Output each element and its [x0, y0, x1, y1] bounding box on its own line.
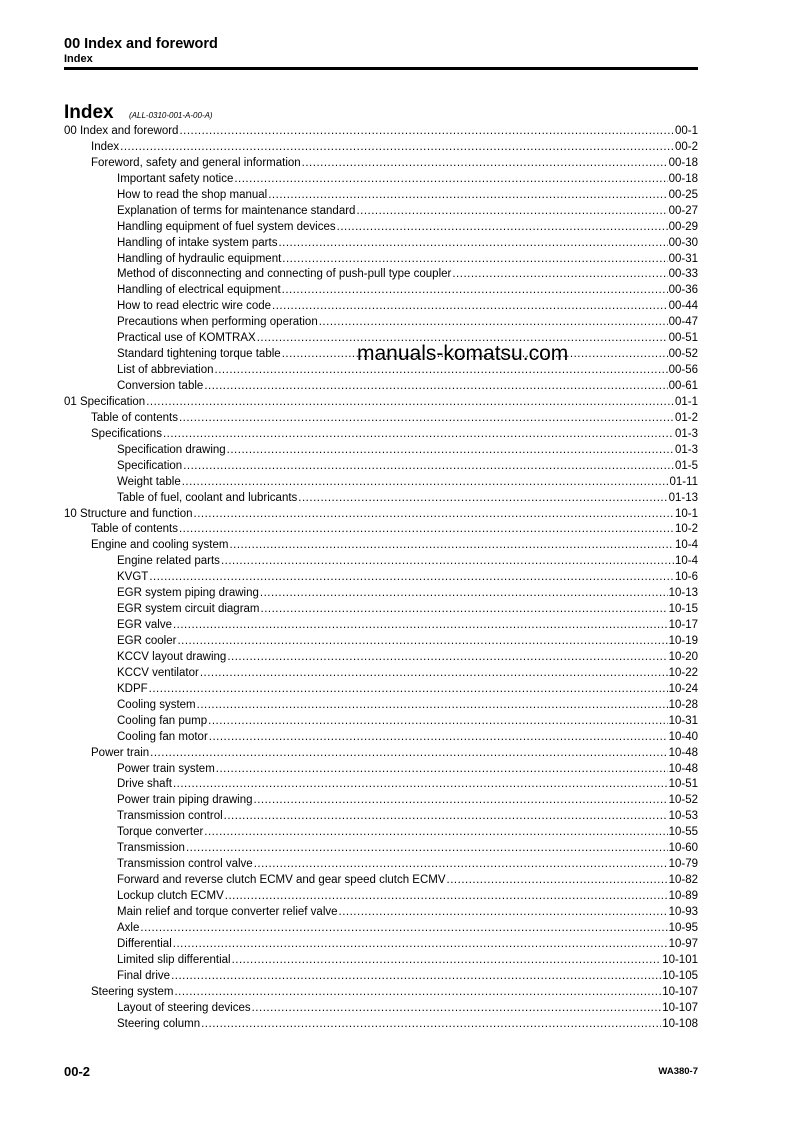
toc-entry[interactable]	[64, 507, 698, 523]
toc-entry-label: Explanation of terms for maintenance standard	[117, 204, 356, 217]
dot-leader	[319, 315, 668, 331]
toc-entry-page: 00-30	[668, 236, 698, 249]
dot-leader	[204, 825, 667, 841]
toc-entry[interactable]	[64, 825, 698, 841]
toc-entry-label: How to read the shop manual	[117, 188, 268, 201]
toc-entry[interactable]	[64, 857, 698, 873]
toc-entry[interactable]	[64, 602, 698, 618]
toc-entry-label: Conversion table	[117, 380, 204, 392]
dot-leader	[182, 475, 669, 491]
toc-entry-page: 10-17	[668, 619, 698, 632]
toc-entry-page: 00-25	[668, 188, 698, 201]
toc-entry-page: 10-101	[662, 953, 698, 966]
toc-entry-label: List of abbreviation	[117, 364, 214, 377]
toc-entry[interactable]	[64, 698, 698, 714]
dot-leader	[337, 220, 668, 236]
toc-entry[interactable]	[64, 459, 698, 475]
toc-entry-label: Engine and cooling system	[91, 539, 229, 552]
dot-leader	[221, 554, 674, 570]
dot-leader	[209, 730, 668, 746]
toc-entry[interactable]	[64, 714, 698, 730]
toc-entry[interactable]	[64, 1001, 698, 1017]
toc-entry-label: EGR cooler	[117, 635, 177, 647]
toc-entry[interactable]	[64, 937, 698, 953]
toc-entry[interactable]	[64, 554, 698, 570]
toc-entry-label: Engine related parts	[117, 555, 220, 568]
toc-entry-page: 00-31	[668, 252, 698, 265]
toc-entry[interactable]	[64, 299, 698, 315]
toc-entry[interactable]	[64, 1017, 698, 1033]
dot-leader	[339, 905, 668, 921]
dot-leader	[208, 714, 667, 730]
toc-entry-page: 01-13	[668, 491, 698, 504]
dot-leader	[234, 172, 667, 188]
toc-entry-label: Important safety notice	[117, 172, 234, 185]
toc-entry[interactable]	[64, 793, 698, 809]
dot-leader	[200, 666, 668, 682]
toc-entry-page: 10-108	[662, 1017, 698, 1030]
dot-leader	[149, 682, 668, 698]
toc-entry-label: KDPF	[117, 682, 148, 695]
dot-leader	[140, 921, 667, 937]
toc-entry-label: 00 Index and foreword	[64, 125, 179, 137]
toc-entry[interactable]	[64, 682, 698, 698]
toc-entry-label: Handling of intake system parts	[117, 236, 278, 249]
toc-entry-page: 10-40	[668, 730, 698, 743]
dot-leader	[261, 602, 668, 618]
toc-entry[interactable]	[64, 522, 698, 538]
toc-entry-page: 10-82	[668, 874, 698, 887]
toc-entry-label: Specification drawing	[117, 443, 226, 456]
dot-leader	[224, 809, 668, 825]
toc-entry[interactable]	[64, 873, 698, 889]
toc-entry-label: Practical use of KOMTRAX	[117, 332, 256, 345]
toc-entry-page: 00-18	[668, 172, 698, 185]
toc-entry-label: Specification	[117, 459, 183, 472]
toc-entry[interactable]	[64, 475, 698, 491]
toc-entry-page: 10-79	[668, 858, 698, 871]
toc-entry-label: Final drive	[117, 969, 171, 982]
section-title: 00 Index and foreword	[64, 36, 218, 52]
toc-entry-label: EGR valve	[117, 619, 172, 632]
toc-entry-label: Cooling system	[117, 698, 196, 711]
toc-entry-page: 00-36	[668, 284, 698, 297]
toc-entry-label: How to read electric wire code	[117, 300, 272, 313]
dot-leader	[229, 538, 674, 554]
toc-entry-label: Standard tightening torque table	[117, 348, 281, 361]
toc-entry-page: 00-2	[674, 140, 698, 153]
toc-entry-page: 10-19	[668, 635, 698, 647]
toc-entry-page: 00-33	[668, 268, 698, 281]
toc-entry-page: 10-6	[674, 571, 698, 584]
toc-entry[interactable]	[64, 650, 698, 666]
dot-leader	[173, 777, 668, 793]
toc-entry[interactable]	[64, 666, 698, 682]
toc-entry[interactable]	[64, 236, 698, 252]
dot-leader	[149, 570, 674, 586]
dot-leader	[197, 698, 668, 714]
toc-entry-page: 10-28	[668, 698, 698, 711]
toc-entry-page: 00-47	[668, 316, 698, 329]
footer-page-number: 00-2	[64, 1064, 91, 1079]
toc-entry-label: Limited slip differential	[117, 953, 231, 966]
toc-entry-label: Main relief and torque converter relief valve	[117, 905, 338, 918]
toc-entry-label: KVGT	[117, 571, 149, 584]
toc-entry-label: EGR system circuit diagram	[117, 603, 260, 616]
section-subtitle: Index	[64, 53, 93, 65]
toc-entry[interactable]	[64, 124, 698, 140]
toc-entry-label: KCCV ventilator	[117, 666, 199, 679]
toc-entry-page: 10-52	[668, 794, 698, 807]
dot-leader	[173, 937, 668, 953]
toc-entry-label: Table of fuel, coolant and lubricants	[117, 491, 298, 504]
toc-entry-label: Foreword, safety and general information	[91, 156, 301, 169]
toc-entry[interactable]	[64, 538, 698, 554]
toc-entry[interactable]	[64, 443, 698, 459]
toc-entry-page: 01-5	[674, 459, 698, 472]
toc-entry-page: 10-4	[674, 555, 698, 568]
toc-entry[interactable]	[64, 921, 698, 937]
dot-leader	[272, 299, 668, 315]
toc-entry-label: Steering column	[117, 1017, 201, 1030]
toc-entry-label: Table of contents	[91, 523, 178, 536]
toc-entry[interactable]	[64, 172, 698, 188]
toc-entry[interactable]	[64, 204, 698, 220]
toc-entry[interactable]	[64, 570, 698, 586]
toc-entry-page: 10-15	[668, 603, 698, 616]
footer-model: WA380-7	[658, 1066, 698, 1077]
toc-entry-page: 00-27	[668, 204, 698, 217]
toc-entry[interactable]	[64, 283, 698, 299]
toc-entry[interactable]	[64, 953, 698, 969]
toc-entry-label: 01 Specification	[64, 395, 146, 408]
toc-entry-label: Power train piping drawing	[117, 794, 253, 807]
dot-leader	[447, 873, 668, 889]
toc-entry[interactable]	[64, 985, 698, 1001]
toc-entry-page: 00-52	[668, 348, 698, 361]
dot-leader	[232, 953, 662, 969]
dot-leader	[282, 283, 668, 299]
toc-entry-label: Power train	[91, 746, 150, 759]
toc-entry-label: Axle	[117, 921, 140, 934]
toc-entry[interactable]	[64, 905, 698, 921]
toc-entry-label: Steering system	[91, 985, 174, 998]
toc-entry[interactable]	[64, 841, 698, 857]
toc-entry[interactable]	[64, 809, 698, 825]
toc-entry-label: Torque converter	[117, 826, 204, 839]
toc-entry-page: 00-56	[668, 364, 698, 377]
dot-leader	[216, 762, 668, 778]
dot-leader	[278, 236, 667, 252]
dot-leader	[452, 267, 667, 283]
toc-entry[interactable]	[64, 586, 698, 602]
toc-entry-page: 00-1	[674, 125, 698, 137]
table-of-contents	[64, 124, 698, 1032]
toc-entry-page: 10-107	[662, 985, 698, 998]
toc-entry-page: 00-18	[668, 156, 698, 169]
toc-entry-page: 00-51	[668, 332, 698, 345]
toc-entry-label: Handling of electrical equipment	[117, 284, 281, 297]
toc-entry-label: Transmission	[117, 842, 185, 855]
toc-entry-label: Handling of hydraulic equipment	[117, 252, 282, 265]
toc-entry-page: 00-44	[668, 300, 698, 313]
toc-entry-label: EGR system piping drawing	[117, 587, 259, 600]
toc-entry-page: 10-105	[662, 969, 698, 982]
dot-leader	[227, 650, 667, 666]
toc-entry-label: Method of disconnecting and connecting of push-pull type coupler	[117, 268, 452, 281]
dot-leader	[282, 252, 667, 268]
dot-leader	[302, 156, 668, 172]
toc-entry-page: 10-53	[668, 810, 698, 823]
toc-entry-label: KCCV layout drawing	[117, 650, 227, 663]
toc-entry[interactable]	[64, 618, 698, 634]
toc-entry[interactable]	[64, 267, 698, 283]
dot-leader	[183, 459, 674, 475]
dot-leader	[150, 746, 667, 762]
watermark: manuals-komatsu.com	[357, 342, 569, 365]
toc-entry-label: Cooling fan motor	[117, 730, 208, 743]
dot-leader	[163, 427, 674, 443]
dot-leader	[179, 522, 674, 538]
dot-leader	[177, 634, 667, 650]
index-title: Index	[64, 102, 114, 123]
toc-entry-label: Cooling fan pump	[117, 714, 208, 727]
dot-leader	[171, 969, 661, 985]
toc-entry-label: Drive shaft	[117, 778, 172, 791]
toc-entry-page: 10-4	[674, 539, 698, 552]
toc-entry-page: 10-22	[668, 666, 698, 679]
toc-entry-label: Forward and reverse clutch ECMV and gear speed clutch ECMV	[117, 874, 446, 887]
toc-entry-page: 10-51	[668, 778, 698, 791]
toc-entry[interactable]	[64, 252, 698, 268]
toc-entry-page: 00-29	[668, 220, 698, 233]
toc-entry-label: Index	[91, 140, 120, 153]
toc-entry[interactable]	[64, 315, 698, 331]
toc-entry-label: Differential	[117, 937, 172, 950]
toc-entry-page: 01-2	[674, 411, 698, 424]
toc-entry[interactable]	[64, 427, 698, 443]
toc-entry-page: 01-3	[674, 443, 698, 456]
toc-entry[interactable]	[64, 491, 698, 507]
dot-leader	[356, 204, 667, 220]
dot-leader	[120, 140, 674, 156]
toc-entry[interactable]	[64, 188, 698, 204]
toc-entry-page: 01-1	[674, 395, 698, 408]
toc-entry-label: Specifications	[91, 427, 162, 440]
toc-entry-page: 10-20	[668, 650, 698, 663]
dot-leader	[201, 1017, 661, 1033]
toc-entry-page: 10-95	[668, 921, 698, 934]
toc-entry-page: 10-31	[668, 714, 698, 727]
toc-entry-label: Precautions when performing operation	[117, 316, 318, 329]
toc-entry[interactable]	[64, 730, 698, 746]
toc-entry-label: Transmission control	[117, 810, 223, 823]
dot-leader	[174, 985, 661, 1001]
dot-leader	[260, 586, 668, 602]
dot-leader	[179, 411, 674, 427]
toc-entry-page: 10-1	[674, 507, 698, 520]
toc-entry-page: 00-61	[668, 380, 698, 392]
toc-entry-page: 01-3	[674, 427, 698, 440]
dot-leader	[204, 379, 667, 395]
dot-leader	[186, 841, 668, 857]
index-code: (ALL-0310-001-A-00-A)	[129, 111, 213, 120]
toc-entry[interactable]	[64, 156, 698, 172]
toc-entry[interactable]	[64, 220, 698, 236]
dot-leader	[227, 443, 674, 459]
toc-entry-page: 10-24	[668, 682, 698, 695]
toc-entry-label: Power train system	[117, 762, 215, 775]
toc-entry-label: Weight table	[117, 475, 181, 488]
toc-entry-page: 10-48	[668, 746, 698, 759]
dot-leader	[268, 188, 667, 204]
toc-entry-page: 01-11	[669, 475, 698, 488]
toc-entry-label: Table of contents	[91, 411, 178, 424]
dot-leader	[146, 395, 674, 411]
dot-leader	[254, 793, 668, 809]
toc-entry[interactable]	[64, 777, 698, 793]
toc-entry-page: 10-93	[668, 905, 698, 918]
toc-entry[interactable]	[64, 969, 698, 985]
toc-entry-label: Layout of steering devices	[117, 1001, 251, 1014]
toc-entry-page: 10-97	[668, 937, 698, 950]
toc-entry-page: 10-107	[662, 1001, 698, 1014]
toc-entry[interactable]	[64, 379, 698, 395]
toc-entry[interactable]	[64, 140, 698, 156]
dot-leader	[298, 491, 667, 507]
dot-leader	[173, 618, 668, 634]
toc-entry-label: 10 Structure and function	[64, 507, 193, 520]
header-rule	[64, 67, 698, 70]
toc-entry-label: Lockup clutch ECMV	[117, 890, 224, 902]
toc-entry-page: 10-13	[668, 587, 698, 600]
toc-entry-page: 10-48	[668, 762, 698, 775]
dot-leader	[252, 1001, 662, 1017]
dot-leader	[179, 124, 674, 140]
dot-leader	[225, 889, 668, 905]
toc-entry[interactable]	[64, 395, 698, 411]
toc-entry[interactable]	[64, 746, 698, 762]
toc-entry-page: 10-60	[668, 842, 698, 855]
toc-entry-page: 10-55	[668, 826, 698, 839]
toc-entry-page: 10-2	[674, 523, 698, 536]
toc-entry[interactable]	[64, 889, 698, 905]
dot-leader	[254, 857, 668, 873]
toc-entry[interactable]	[64, 762, 698, 778]
toc-entry[interactable]	[64, 634, 698, 650]
toc-entry-label: Handling equipment of fuel system devices	[117, 220, 336, 233]
toc-entry-page: 10-89	[668, 890, 698, 902]
toc-entry[interactable]	[64, 411, 698, 427]
toc-entry-label: Transmission control valve	[117, 858, 253, 871]
dot-leader	[194, 507, 674, 523]
